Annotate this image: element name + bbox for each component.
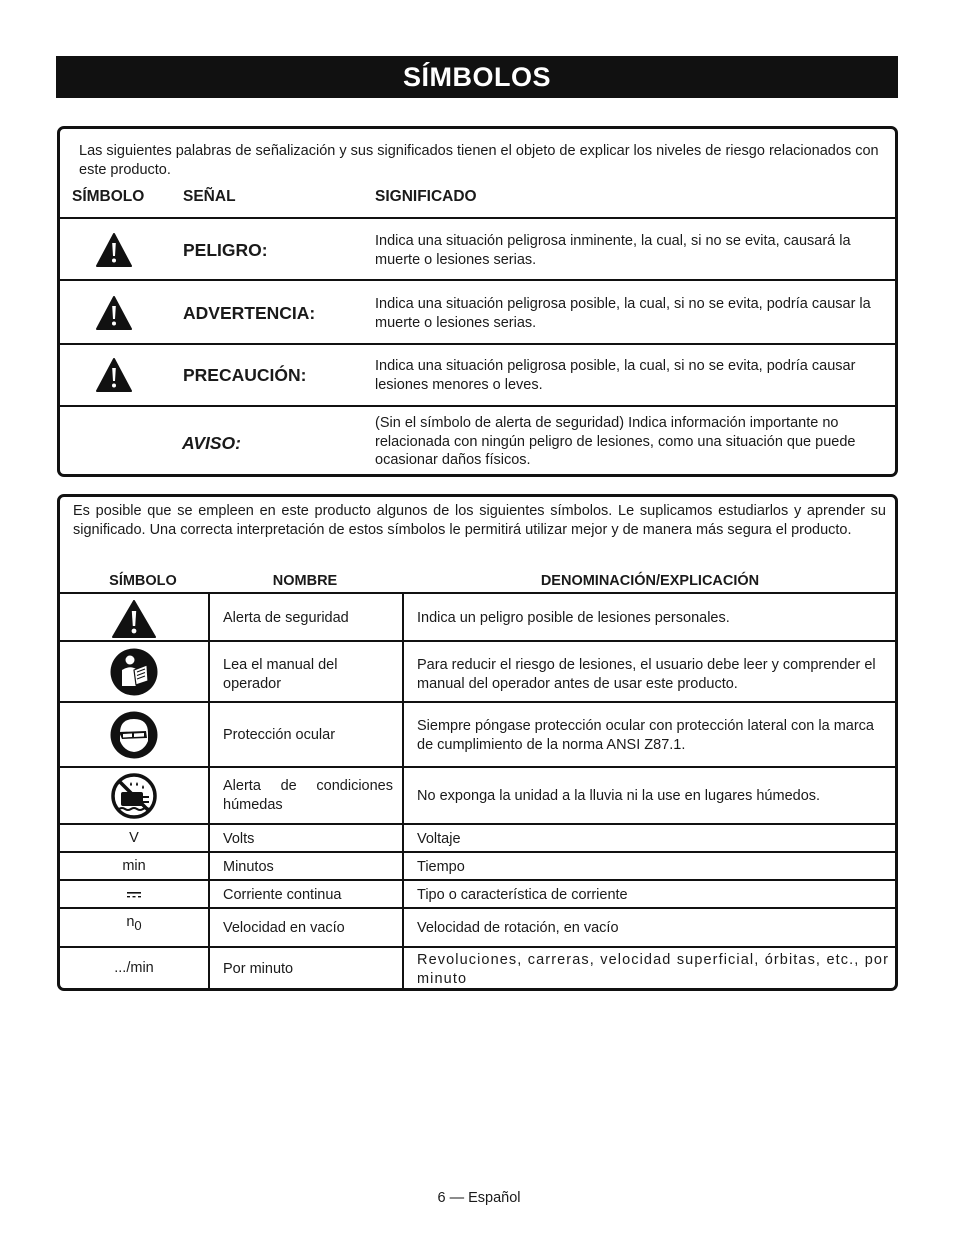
- name-safety-alert: Alerta de seguridad: [223, 610, 349, 626]
- meaning-precaucion: Indica una situación peligrosa posible, la cual, si no se evita, podría causar lesiones menores o leves.: [375, 358, 856, 393]
- meaning-advertencia: Indica una situación peligrosa posible, la cual, si no se evita, podría causar la muerte o lesiones serias.: [375, 296, 871, 331]
- signal-intro: Las siguientes palabras de señalización y sus significados tienen el objeto de explicar los niveles de riesgo relacionados con este producto.: [79, 143, 879, 178]
- warning-triangle-icon: [96, 358, 132, 392]
- header-signal: SEÑAL: [183, 188, 236, 205]
- direct-current-icon: [127, 891, 141, 899]
- signal-precaucion: PRECAUCIÓN:: [183, 365, 307, 385]
- header-explanation: DENOMINACIÓN/EXPLICACIÓN: [540, 573, 760, 589]
- name-wet-conditions: Alerta de condiciones húmedas: [223, 778, 393, 813]
- eye-protection-icon: [110, 711, 158, 759]
- header-meaning: SIGNIFICADO: [375, 188, 477, 205]
- header-symbol: SÍMBOLO: [109, 573, 177, 589]
- meaning-aviso: (Sin el símbolo de alerta de seguridad) Indica información importante no relacionada con ningún peligro de lesiones, como una situación que puede ocasionar daños físicos.: [375, 415, 856, 468]
- page-footer: 6 — Español: [437, 1190, 521, 1206]
- explanation-wet-conditions: No exponga la unidad a la lluvia ni la use en lugares húmedos.: [417, 788, 821, 804]
- signal-aviso: AVISO:: [182, 433, 241, 453]
- meaning-peligro: Indica una situación peligrosa inminente, la cual, si no se evita, causará la muerte o lesiones serias.: [375, 233, 851, 268]
- name-direct-current: Corriente continua: [223, 887, 342, 903]
- name-eye-protection: Protección ocular: [223, 727, 336, 743]
- name-per-minute: Por minuto: [223, 961, 294, 977]
- symbol-no-load-speed: [60, 914, 208, 933]
- symbol-volts: V: [129, 830, 139, 846]
- name-minutes: Minutos: [223, 859, 274, 875]
- signal-words-table: [57, 126, 898, 477]
- page-title: SÍMBOLOS: [56, 56, 898, 98]
- symbols-table: [57, 494, 898, 991]
- explanation-direct-current: Tipo o característica de corriente: [417, 887, 628, 903]
- symbol-n: n: [126, 914, 135, 930]
- header-name: NOMBRE: [272, 573, 338, 589]
- name-no-load-speed: Velocidad en vacío: [223, 920, 345, 936]
- explanation-eye-protection: Siempre póngase protección ocular con protección lateral con la marca de cumplimiento de la norma ANSI Z87.1.: [417, 718, 874, 753]
- symbol-subscript: 0: [134, 918, 142, 933]
- name-read-manual: Lea el manual del operador: [223, 657, 338, 692]
- explanation-volts: Voltaje: [417, 831, 461, 847]
- explanation-minutes: Tiempo: [417, 859, 465, 875]
- warning-triangle-icon: [96, 233, 132, 267]
- explanation-no-load-speed: Velocidad de rotación, en vacío: [417, 920, 619, 936]
- safety-alert-icon: [112, 600, 156, 638]
- symbol-minutes: min: [122, 858, 146, 874]
- header-symbol: SÍMBOLO: [72, 188, 145, 205]
- wet-conditions-icon: [111, 773, 157, 819]
- read-manual-icon: [110, 648, 158, 696]
- symbol-per-minute: .../min: [114, 960, 154, 976]
- symbols-intro: Es posible que se empleen en este producto algunos de los siguientes símbolos. Le suplicamos estudiarlos y aprender su significado. Una correcta interpretación de estos símbolos le permitirá utilizar mejor y de manera más segura el producto.: [73, 503, 886, 538]
- explanation-read-manual: Para reducir el riesgo de lesiones, el usuario debe leer y comprender el manual del operador antes de usar este producto.: [417, 657, 876, 692]
- signal-advertencia: ADVERTENCIA:: [183, 303, 316, 323]
- name-volts: Volts: [223, 831, 255, 847]
- explanation-safety-alert: Indica un peligro posible de lesiones personales.: [417, 610, 730, 626]
- explanation-per-minute: Revoluciones, carreras, velocidad superficial, órbitas, etc., por minuto: [417, 952, 889, 987]
- warning-triangle-icon: [96, 296, 132, 330]
- signal-peligro: PELIGRO:: [183, 240, 268, 260]
